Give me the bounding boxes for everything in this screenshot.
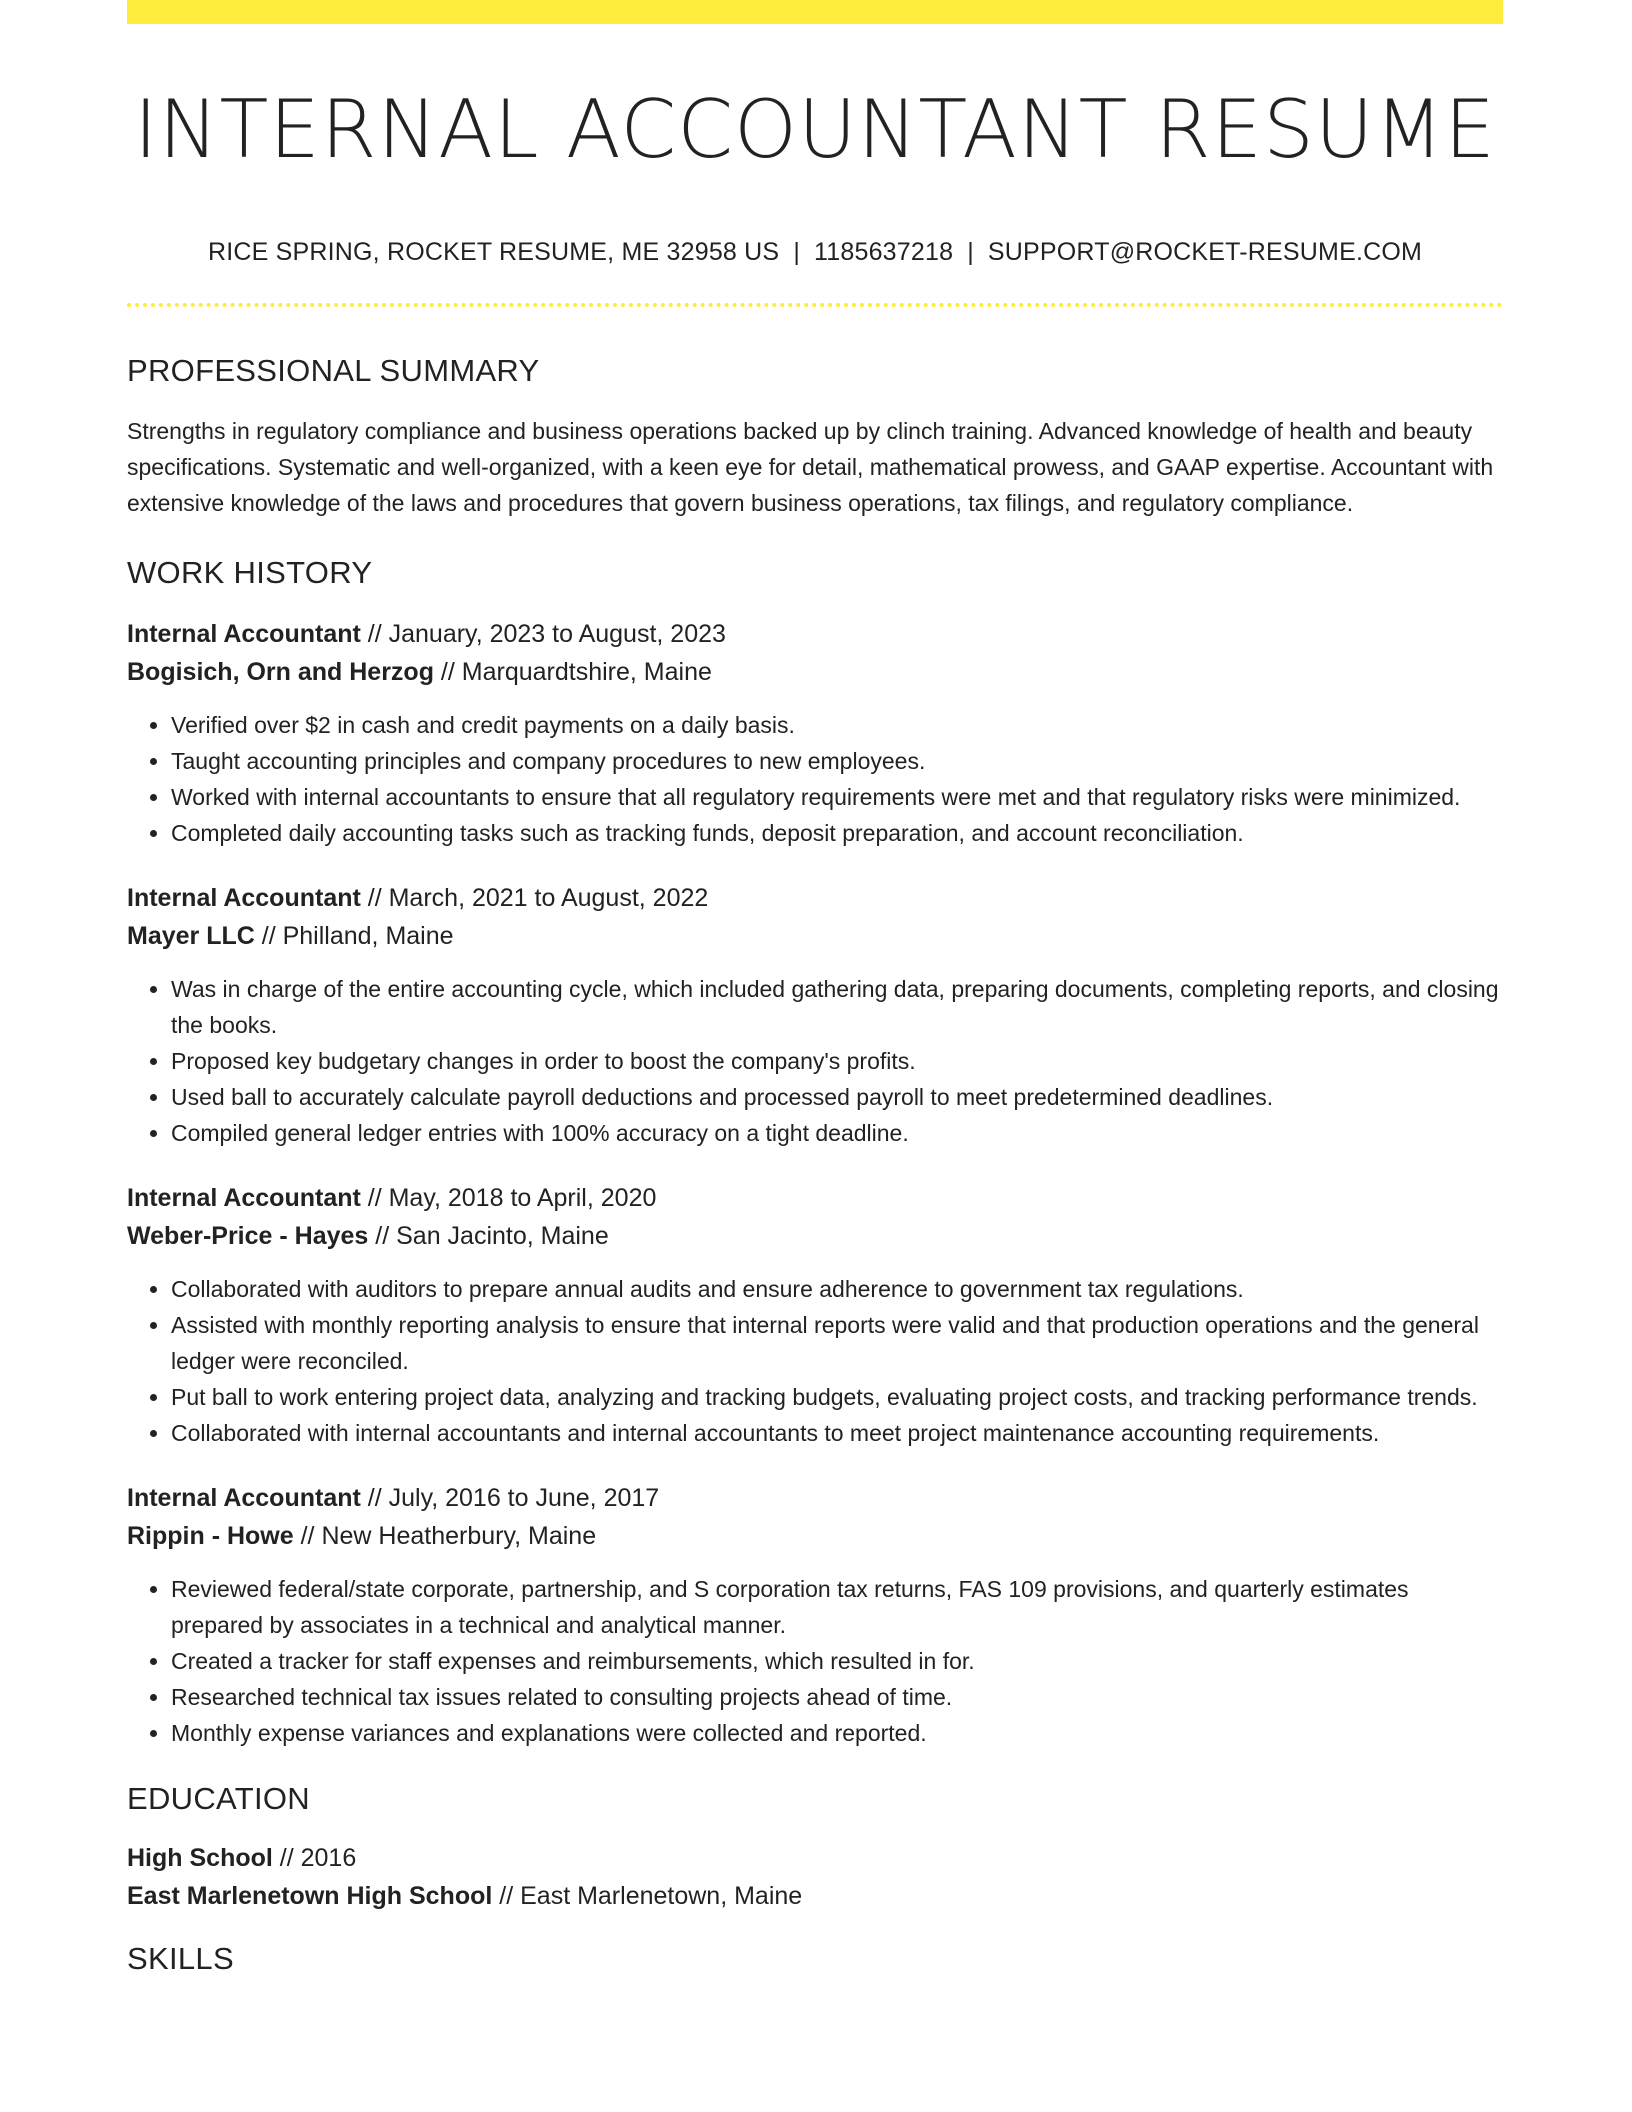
job-duties <box>127 971 1503 1151</box>
duty-item: • Created a tracker for staff expenses and reimbursements, which resulted in for. <box>171 1643 1503 1679</box>
duty-item: • Collaborated with auditors to prepare annual audits and ensure adherence to government tax regulations. <box>171 1271 1503 1307</box>
job-location: // Philland, Maine <box>254 922 454 950</box>
summary-text: Strengths in regulatory compliance and business operations backed up by clinch training. Advanced knowledge of health and beauty specifications. Systematic and well-organized, with a keen eye for detail, mathematical prowess, and GAAP expertise. Accountant with extensive knowledge of the laws and procedures that govern business operations, tax filings, and regulatory compliance. <box>127 418 1494 516</box>
accent-bar <box>127 0 1503 24</box>
job-company-line <box>127 1517 1503 1555</box>
job-location: // New Heatherbury, Maine <box>293 1522 597 1550</box>
job-location: // San Jacinto, Maine <box>368 1222 609 1250</box>
job-duties <box>127 1271 1503 1451</box>
education-degree: High School <box>127 1844 273 1872</box>
duty-item: • Worked with internal accountants to ensure that all regulatory requirements were met and that regulatory risks were minimized. <box>171 779 1503 815</box>
job-dates: // March, 2021 to August, 2022 <box>360 884 709 912</box>
duty-item: • Completed daily accounting tasks such as tracking funds, deposit preparation, and account reconciliation. <box>171 815 1503 851</box>
duty-item: • Assisted with monthly reporting analysis to ensure that internal reports were valid and that production operations and the general ledger were reconciled. <box>171 1307 1503 1379</box>
resume-page <box>127 0 1503 1977</box>
duty-item: • Put ball to work entering project data, analyzing and tracking budgets, evaluating project costs, and tracking performance trends. <box>171 1379 1503 1415</box>
education-heading: EDUCATION <box>127 1781 310 1816</box>
duty-item: • Used ball to accurately calculate payroll deductions and processed payroll to meet predetermined deadlines. <box>171 1079 1503 1115</box>
job-company-line <box>127 653 1503 691</box>
duty-item: • Collaborated with internal accountants and internal accountants to meet project maintenance accounting requirements. <box>171 1415 1503 1451</box>
contact-separator: | <box>793 238 801 266</box>
skills-heading: SKILLS <box>127 1941 234 1976</box>
contact-address: RICE SPRING, ROCKET RESUME, ME 32958 US <box>207 238 780 266</box>
job-title-line <box>127 1179 1503 1217</box>
job-company: Weber-Price - Hayes <box>127 1222 369 1250</box>
job-dates: // May, 2018 to April, 2020 <box>360 1184 657 1212</box>
job-entry <box>127 615 1503 851</box>
resume-title: INTERNAL ACCOUNTANT RESUME <box>134 83 1496 176</box>
job-location: // Marquardtshire, Maine <box>433 658 712 686</box>
work-history-heading: WORK HISTORY <box>127 555 373 590</box>
contact-phone: 1185637218 <box>814 238 954 266</box>
job-title-line <box>127 879 1503 917</box>
education-school-line <box>127 1877 1503 1915</box>
job-duties <box>127 707 1503 851</box>
job-dates: // July, 2016 to June, 2017 <box>360 1484 660 1512</box>
education-entry <box>127 1839 1503 1915</box>
education-location: // East Marlenetown, Maine <box>492 1882 803 1910</box>
job-company: Bogisich, Orn and Herzog <box>127 658 434 686</box>
education-degree-line <box>127 1839 1503 1877</box>
duty-item: • Proposed key budgetary changes in order to boost the company's profits. <box>171 1043 1503 1079</box>
job-company-line <box>127 917 1503 955</box>
work-history-list <box>127 615 1503 1751</box>
job-title: Internal Accountant <box>127 1184 361 1212</box>
contact-separator: | <box>967 238 974 266</box>
duty-item: • Researched technical tax issues related to consulting projects ahead of time. <box>171 1679 1503 1715</box>
contact-email: SUPPORT@ROCKET-RESUME.COM <box>987 238 1423 266</box>
duty-item: • Monthly expense variances and explanations were collected and reported. <box>171 1715 1503 1751</box>
job-company-line <box>127 1217 1503 1255</box>
job-title-line <box>127 615 1503 653</box>
job-dates: // January, 2023 to August, 2023 <box>360 620 726 648</box>
job-company: Mayer LLC <box>127 922 255 950</box>
duty-item: • Reviewed federal/state corporate, partnership, and S corporation tax returns, FAS 109 provisions, and quarterly estimates prepared by associates in a technical and analytical manner. <box>171 1571 1503 1643</box>
job-entry <box>127 1479 1503 1751</box>
duty-item: • Compiled general ledger entries with 100% accuracy on a tight deadline. <box>171 1115 1503 1151</box>
duty-item: • Was in charge of the entire accounting cycle, which included gathering data, preparing documents, completing reports, and closing the books. <box>171 971 1503 1043</box>
job-duties <box>127 1571 1503 1751</box>
job-entry <box>127 1179 1503 1451</box>
job-title: Internal Accountant <box>127 884 361 912</box>
job-title-line <box>127 1479 1503 1517</box>
job-entry <box>127 879 1503 1151</box>
duty-item: • Taught accounting principles and company procedures to new employees. <box>171 743 1503 779</box>
duty-item: • Verified over $2 in cash and credit payments on a daily basis. <box>171 707 1503 743</box>
contact-line <box>127 238 1503 267</box>
education-school: East Marlenetown High School <box>127 1882 493 1910</box>
education-year: // 2016 <box>272 1844 357 1872</box>
job-title: Internal Accountant <box>127 620 361 648</box>
dotted-divider <box>127 303 1503 307</box>
summary-heading: PROFESSIONAL SUMMARY <box>127 353 540 388</box>
job-title: Internal Accountant <box>127 1484 361 1512</box>
job-company: Rippin - Howe <box>127 1522 294 1550</box>
